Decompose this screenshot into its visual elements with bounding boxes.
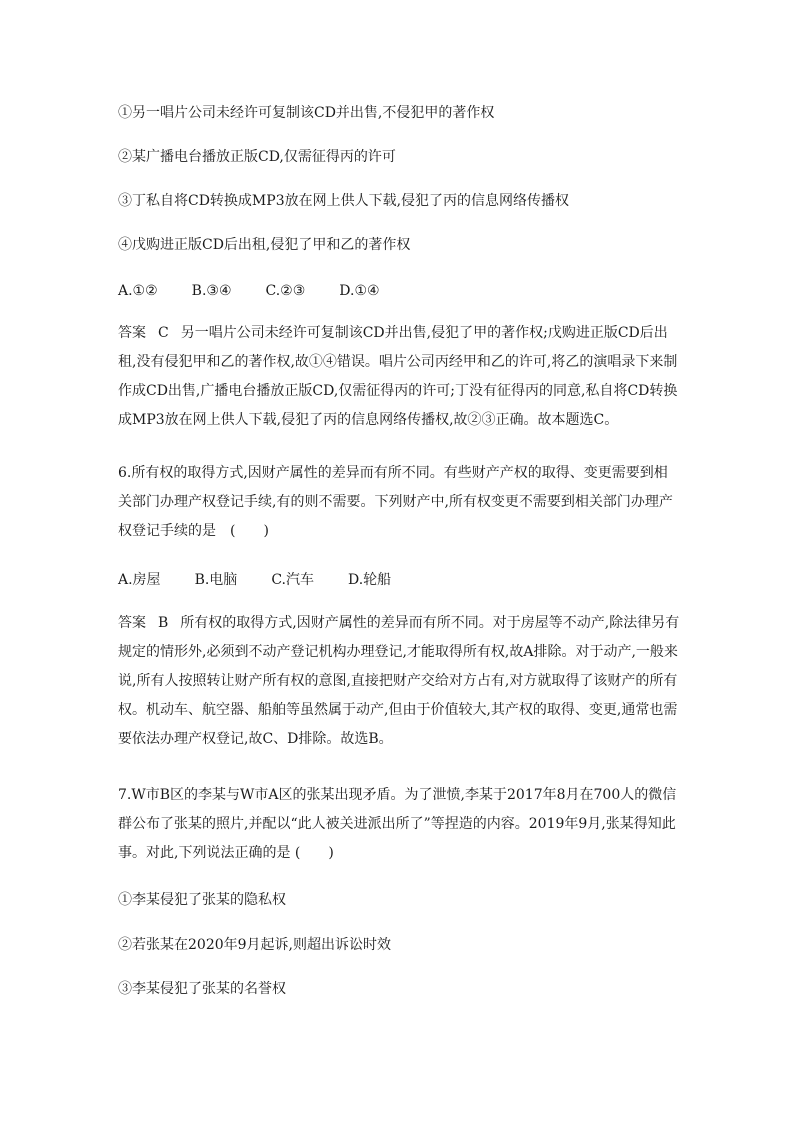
- q6-option-a: A.房屋: [118, 572, 161, 588]
- q5-options: [118, 282, 683, 300]
- q5-answer-label: 答案: [118, 325, 146, 341]
- q6-option-b: B.电脑: [194, 572, 238, 588]
- q7-item-2: ②若张某在2020年9月起诉,则超出诉讼时效: [118, 937, 391, 953]
- q7-stem: 7.W市B区的李某与W市A区的张某出现矛盾。为了泄愤,李某于2017年8月在700人的微信群公布了张某的照片,并配以“此人被关进派出所了”等捏造的内容。2019年9月,张某得知此事。对此,下列说法正确的是 ( ): [118, 787, 677, 861]
- q5-option-a: A.①②: [118, 283, 158, 299]
- q6-stem: 6.所有权的取得方式,因财产属性的差异而有所不同。有些财产产权的取得、变更需要到相关部门办理产权登记手续,有的则不需要。下列财产中,所有权变更不需要到相关部门办理产权登记手续的是 ( ): [118, 465, 673, 539]
- q6-options: [118, 571, 683, 589]
- q5-item-1: ①另一唱片公司未经许可复制该CD并出售,不侵犯甲的著作权: [118, 105, 495, 121]
- q6-answer: [118, 609, 680, 754]
- q5-option-d: D.①④: [339, 283, 380, 299]
- q5-answer: [118, 319, 680, 435]
- q6-answer-letter: B: [158, 615, 169, 631]
- q5-answer-letter: C: [158, 325, 169, 341]
- q6-option-c: C.汽车: [271, 572, 314, 588]
- q5-item-2: ②某广播电台播放正版CD,仅需征得丙的许可: [118, 149, 396, 165]
- q6-option-d: D.轮船: [347, 572, 392, 588]
- q5-answer-text: 另一唱片公司未经许可复制该CD并出售,侵犯了甲的著作权;戊购进正版CD后出租,没有侵犯甲和乙的著作权,故①④错误。唱片公司丙经甲和乙的许可,将乙的演唱录下来制作成CD出售,广播电台播放正版CD,仅需征得丙的许可;丁没有征得丙的同意,私自将CD转换成MP3放在网上供人下载,侵犯了丙的信息网络传播权,故②③正确。故本题选C。: [118, 325, 678, 428]
- q7-item-1: ①李某侵犯了张某的隐私权: [118, 892, 286, 908]
- q7-item-3: ③李某侵犯了张某的名誉权: [118, 981, 286, 997]
- q5-item-4: ④戊购进正版CD后出租,侵犯了甲和乙的著作权: [118, 237, 411, 253]
- q5-option-c: C.②③: [265, 283, 306, 299]
- q6-answer-label: 答案: [118, 615, 146, 631]
- q5-option-b: B.③④: [191, 283, 232, 299]
- q5-item-3: ③丁私自将CD转换成MP3放在网上供人下载,侵犯了丙的信息网络传播权: [118, 193, 570, 209]
- q6-answer-text: 所有权的取得方式,因财产属性的差异而有所不同。对于房屋等不动产,除法律另有规定的情形外,必须到不动产登记机构办理登记,才能取得所有权,故A排除。对于动产,一般来说,所有人按照转让财产所有权的意图,直接把财产交给对方占有,对方就取得了该财产的所有权。机动车、航空器、船舶等虽然属于动产,但由于价值较大,其产权的取得、变更,通常也需要依法办理产权登记,故C、D排除。故选B。: [118, 615, 680, 747]
